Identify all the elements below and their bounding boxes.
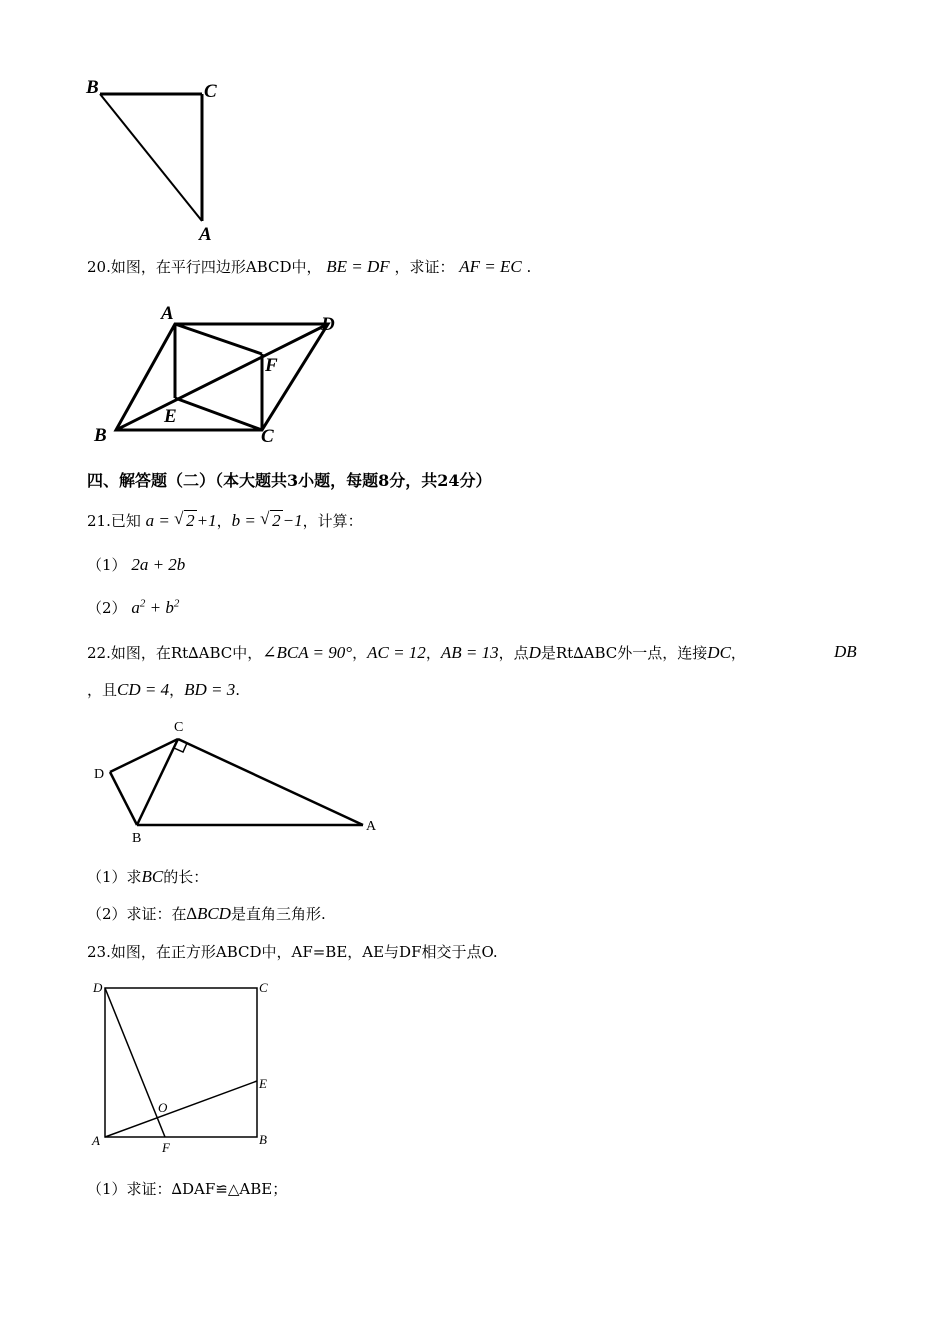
q21-suffix: ，计算： (302, 512, 363, 530)
q22-angle: ∠BCA = 90° (262, 643, 353, 662)
question-20 (87, 256, 531, 277)
q22-point-d: D (528, 643, 541, 662)
sqrt-icon: √ 2 (260, 511, 283, 531)
q22-ab: AB = 13 (440, 643, 499, 662)
label-d: D (93, 980, 103, 995)
q21-p2-label: （2） (87, 599, 127, 617)
label-b: B (259, 1132, 267, 1147)
q20-text: 20.如图，在平行四边形ABCD中， (87, 258, 322, 276)
q22-p2-text: （2）求证：在 (87, 905, 187, 923)
label-c: C (174, 720, 184, 735)
q22-p1-text: （1）求 (87, 868, 142, 886)
q20-end: . (526, 258, 532, 276)
q21-p2-b: b (165, 598, 174, 617)
section-heading: 四、解答题（二）（本大题共3小题，每题8分，共24分） (87, 471, 492, 490)
figure-q19-triangle (80, 75, 230, 245)
q22-text-a: 22.如图，在Rt∆ABC中， (87, 644, 263, 662)
label-a: A (199, 224, 212, 245)
label-c: C (261, 426, 274, 447)
label-b: B (132, 831, 142, 845)
label-a: A (366, 819, 377, 834)
label-d: D (94, 767, 105, 782)
q22-text-d: ，且 (87, 681, 118, 699)
q22-comma: ， (425, 644, 441, 662)
q21-a-def: a = (145, 511, 175, 530)
figure-q23-square (88, 975, 288, 1160)
q22-comma: ， (730, 644, 746, 662)
label-f: F (162, 1140, 170, 1155)
question-21 (87, 510, 363, 531)
label-e: E (164, 406, 177, 427)
label-b: B (86, 77, 99, 98)
q22-p1-text-end: 的长： (163, 868, 209, 886)
question-23: 23.如图，在正方形ABCD中，AF=BE，AE与DF相交于点O. (87, 943, 498, 961)
q22-dc: DC (707, 643, 731, 662)
q21-a-tail: +1 (196, 511, 217, 530)
q22-p2-text-end: 是直角三角形. (230, 905, 326, 923)
question-22-line-1 (87, 642, 746, 663)
q22-cd: CD = 4 (117, 680, 170, 699)
q22-comma: ， (352, 644, 368, 662)
q22-text-c: 是Rt∆ABC外一点，连接 (540, 644, 708, 662)
q22-part-2 (87, 903, 326, 924)
label-d: D (321, 314, 335, 335)
label-f: F (265, 355, 278, 376)
q21-p2-exp-a: 2 (139, 597, 146, 610)
q21-p2-a: a (131, 598, 140, 617)
q21-b-tail: −1 (282, 511, 303, 530)
q21-sep: ， (216, 512, 232, 530)
q21-b-def: b = (231, 511, 261, 530)
q22-p1-bc: BC (141, 867, 164, 886)
sqrt-icon: √ 2 (174, 511, 197, 531)
q22-text-b: ，点 (498, 644, 529, 662)
q21-p2-exp-b: 2 (173, 597, 180, 610)
q21-part-2 (87, 597, 179, 618)
q21-prefix: 21.已知 (87, 512, 141, 530)
question-22-line-2 (87, 679, 240, 700)
q20-mid: ，求证： (394, 258, 455, 276)
label-c: C (204, 81, 217, 102)
q21-p1-expr: 2a + 2b (131, 555, 186, 574)
q22-part-1 (87, 866, 208, 887)
q22-p2-tri: ∆BCD (186, 904, 231, 923)
label-a: A (92, 1133, 100, 1148)
q22-end: . (235, 681, 241, 699)
label-b: B (94, 425, 107, 446)
figure-q22-triangles (88, 715, 388, 845)
q22-comma: ， (169, 681, 185, 699)
q22-db: DB (834, 642, 857, 661)
q20-goal: AF = EC (459, 257, 522, 276)
q22-bd: BD = 3 (184, 680, 236, 699)
q21-p2-plus: + (145, 598, 166, 617)
q21-part-1 (87, 554, 185, 575)
q22-ac: AC = 12 (367, 643, 426, 662)
label-a: A (161, 303, 174, 324)
q23-part-1: （1）求证：∆DAF≌△ABE； (87, 1180, 288, 1198)
q21-p1-label: （1） (87, 556, 127, 574)
q20-condition: BE = DF (326, 257, 390, 276)
label-o: O (158, 1100, 168, 1115)
figure-q20-parallelogram (88, 300, 358, 450)
label-c: C (259, 980, 268, 995)
label-e: E (259, 1076, 267, 1091)
